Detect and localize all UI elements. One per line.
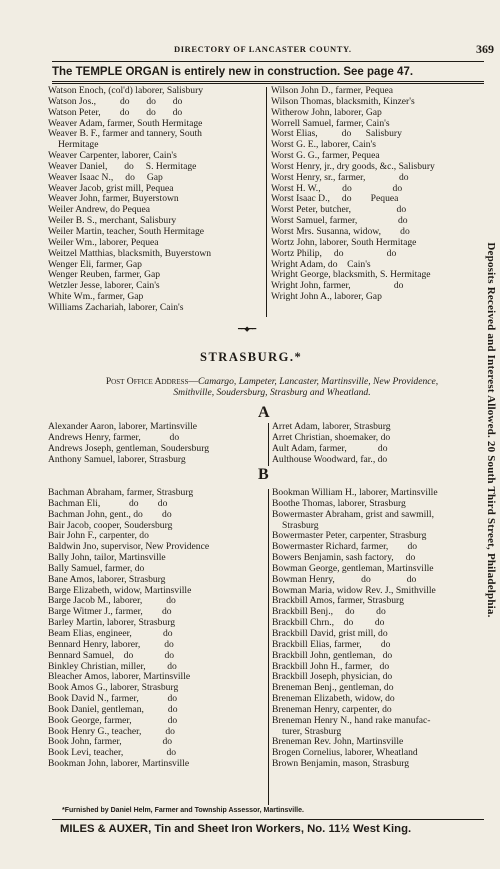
- directory-entry: Bowermaster Abraham, grist and sawmill,: [272, 508, 434, 520]
- directory-entry: Bennard Samuel, do do: [48, 649, 175, 661]
- directory-entry: Worst Mrs. Susanna, widow, do: [271, 225, 410, 237]
- directory-entry: Weiler Wm., laborer, Pequea: [48, 236, 159, 248]
- directory-entry: Andrews Henry, farmer, do: [48, 431, 180, 443]
- directory-entry: Bair John F., carpenter, do: [48, 530, 149, 542]
- directory-entry: Brackbill Elias, farmer, do: [272, 638, 391, 650]
- top-left-column: [48, 86, 211, 314]
- directory-entry: Bennard Henry, laborer, do: [48, 638, 174, 650]
- directory-entry: Worrell Samuel, farmer, Cain's: [271, 117, 390, 129]
- directory-entry: Wetzler Jesse, laborer, Cain's: [48, 280, 160, 292]
- letter-a-heading: A: [258, 404, 270, 421]
- directory-entry: Wenger Reuben, farmer, Gap: [48, 269, 161, 281]
- directory-entry: Watson Enoch, (col'd) laborer, Salisbury: [48, 85, 204, 96]
- directory-entry: Bowman Henry, do do: [272, 573, 417, 585]
- post-office-address: [62, 376, 482, 398]
- header-rule: [52, 61, 484, 62]
- directory-entry: Anthony Samuel, laborer, Strasburg: [48, 453, 186, 465]
- directory-entry: Baldwin Jno, supervisor, New Providence: [48, 541, 210, 553]
- directory-entry: Brackbill Joseph, physician, do: [272, 671, 393, 683]
- directory-entry: Binkley Christian, miller, do: [48, 660, 177, 672]
- directory-entry: Weiler Andrew, do Pequea: [48, 204, 150, 216]
- directory-entry: turer, Strasburg: [282, 725, 342, 737]
- directory-entry: Book David N., farmer, do: [48, 693, 178, 705]
- a-right-column: [272, 422, 391, 465]
- directory-entry: Bookman John, laborer, Martinsville: [48, 758, 190, 770]
- directory-entry: Strasburg: [282, 519, 319, 531]
- directory-entry: Wright George, blacksmith, S. Hermitage: [271, 269, 431, 281]
- directory-entry: Brackbill Chrn., do do: [272, 617, 385, 629]
- directory-entry: Weitzel Matthias, blacksmith, Buyerstown: [48, 247, 212, 259]
- directory-entry: Witherow John, laborer, Gap: [271, 106, 382, 118]
- b-left-column: [48, 488, 209, 770]
- sidebar-advertisement: [484, 60, 498, 820]
- footnote: *Furnished by Daniel Helm, Farmer and Township Assessor, Martinsville.: [62, 807, 304, 814]
- directory-entry: Wilson John D., farmer, Pequea: [271, 85, 394, 96]
- directory-entry: Breneman Rev. John, Martinsville: [272, 736, 404, 748]
- post-office-label: Post Office Address—: [105, 376, 198, 387]
- column-divider-a: [268, 423, 269, 466]
- directory-entry: Williams Zachariah, laborer, Cain's: [48, 301, 184, 313]
- directory-entry: Watson Peter, do do do: [48, 106, 183, 118]
- directory-entry: Breneman Elizabeth, widow, do: [272, 693, 395, 705]
- directory-entry: Bally John, tailor, Martinsville: [48, 552, 166, 564]
- letter-b-heading: B: [258, 466, 269, 483]
- directory-entry: Breneman Henry N., hand rake manufac-: [272, 714, 431, 726]
- directory-entry: Book Amos G., laborer, Strasburg: [48, 682, 179, 694]
- directory-entry: Breneman Benj., gentleman, do: [272, 682, 394, 694]
- directory-entry: Wright John, farmer, do: [271, 280, 404, 292]
- directory-entry: Beam Elias, engineer, do: [48, 627, 173, 639]
- miles-auxer-advertisement: MILES & AUXER, Tin and Sheet Iron Workers, No. 11½ West King.: [60, 823, 412, 835]
- directory-entry: Worst Henry, sr., farmer, do: [271, 171, 409, 183]
- directory-entry: Book Daniel, gentleman, do: [48, 703, 178, 715]
- directory-entry: Worst Samuel, farmer, do: [271, 215, 408, 227]
- directory-entry: Barge Witmer J., farmer, do: [48, 606, 172, 618]
- top-right-column: [271, 86, 435, 303]
- post-office-places-2: Smithville, Soudersburg, Strasburg and Wheatland.: [173, 387, 371, 398]
- ad-rule-top: [52, 81, 484, 82]
- directory-entry: Bachman Abraham, farmer, Strasburg: [48, 487, 194, 498]
- directory-entry: Wright John A., laborer, Gap: [271, 291, 382, 303]
- directory-entry: Bair Jacob, cooper, Soudersburg: [48, 519, 173, 531]
- directory-entry: Bowermaster Peter, carpenter, Strasburg: [272, 530, 427, 542]
- directory-entry: Brown Benjamin, mason, Strasburg: [272, 758, 410, 770]
- directory-entry: Ault Adam, farmer, do: [272, 442, 388, 454]
- directory-entry: Brackbill Benj., do do: [272, 606, 386, 618]
- directory-entry: Book George, farmer, do: [48, 714, 178, 726]
- directory-entry: Worst Isaac D., do Pequea: [271, 193, 399, 205]
- directory-entry: Weaver John, farmer, Buyerstown: [48, 193, 179, 205]
- directory-entry: Worst Henry, jr., dry goods, &c., Salisbury: [271, 160, 435, 172]
- section-title: STRASBURG.*: [200, 350, 303, 364]
- directory-entry: Wright Adam, do Cain's: [271, 258, 371, 270]
- directory-entry: Book Henry G., teacher, do: [48, 725, 175, 737]
- directory-entry: Watson Jos., do do do: [48, 95, 183, 107]
- directory-entry: Wenger Eli, farmer, Gap: [48, 258, 142, 270]
- directory-entry: Worst G. G., farmer, Pequea: [271, 150, 380, 162]
- directory-entry: Bleacher Amos, laborer, Martinsville: [48, 671, 191, 683]
- directory-entry: Bowermaster Richard, farmer, do: [272, 541, 418, 553]
- directory-entry: Worst Elias, do Salisbury: [271, 128, 402, 140]
- directory-entry: Arret Adam, laborer, Strasburg: [272, 421, 391, 432]
- directory-entry: Worst G. E., laborer, Cain's: [271, 139, 377, 151]
- ad-rule-bottom: [52, 83, 484, 84]
- directory-entry: Wortz John, laborer, South Hermitage: [271, 236, 417, 248]
- directory-entry: Bally Samuel, farmer, do: [48, 562, 145, 574]
- directory-entry: Boothe Thomas, laborer, Strasburg: [272, 497, 406, 509]
- directory-entry: Bowman George, gentleman, Martinsville: [272, 562, 434, 574]
- directory-entry: Weiler B. S., merchant, Salisbury: [48, 215, 177, 227]
- temple-organ-advertisement: The TEMPLE ORGAN is entirely new in construction. See page 47.: [52, 66, 414, 78]
- directory-entry: Andrews Joseph, gentleman, Soudersburg: [48, 442, 210, 454]
- directory-entry: Barge Jacob M., laborer, do: [48, 595, 176, 607]
- ornament-divider: ━━◆━━: [238, 325, 256, 333]
- directory-entry: Book John, farmer, do: [48, 736, 173, 748]
- directory-entry: Barge Elizabeth, widow, Martinsville: [48, 584, 192, 596]
- directory-entry: Worst H. W., do do: [271, 182, 403, 194]
- a-left-column: [48, 422, 209, 465]
- directory-entry: Brackbill John H., farmer, do: [272, 660, 390, 672]
- directory-entry: Bowman Maria, widow Rev. J., Smithville: [272, 584, 436, 596]
- directory-entry: Wilson Thomas, blacksmith, Kinzer's: [271, 95, 415, 107]
- page-number: 369: [476, 42, 494, 56]
- directory-entry: Bachman Eli, do do: [48, 497, 168, 509]
- directory-entry: Bachman John, gent., do do: [48, 508, 172, 520]
- directory-entry: Worst Peter, butcher, do: [271, 204, 407, 216]
- directory-title: DIRECTORY OF LANCASTER COUNTY.: [174, 44, 352, 54]
- directory-entry: Book Levi, teacher, do: [48, 747, 177, 759]
- directory-entry: Brackbill Amos, farmer, Strasburg: [272, 595, 404, 607]
- directory-entry: Breneman Henry, carpenter, do: [272, 703, 392, 715]
- directory-entry: Wortz Philip, do do: [271, 247, 397, 259]
- sidebar-text: Deposits Received and Interest Allowed. 20 South Third Street, Philadelphia.: [485, 242, 497, 618]
- directory-entry: Alexander Aaron, laborer, Martinsville: [48, 421, 198, 432]
- column-divider-top: [266, 87, 267, 317]
- directory-entry: Brackbill David, grist mill, do: [272, 627, 388, 639]
- directory-entry: Bowers Benjamin, sash factory, do: [272, 552, 416, 564]
- directory-entry: White Wm., farmer, Gap: [48, 291, 144, 303]
- directory-entry: Weaver B. F., farmer and tannery, South: [48, 128, 202, 140]
- running-header: [62, 44, 494, 58]
- directory-entry: Brogen Cornelius, laborer, Wheatland: [272, 747, 418, 759]
- directory-entry: Brackbill John, gentleman, do: [272, 649, 393, 661]
- directory-entry: Weaver Carpenter, laborer, Cain's: [48, 150, 177, 162]
- directory-entry: Arret Christian, shoemaker, do: [272, 431, 391, 443]
- directory-entry: Hermitage: [58, 139, 99, 151]
- directory-entry: Aulthouse Woodward, far., do: [272, 453, 388, 465]
- post-office-places-1: Camargo, Lampeter, Lancaster, Martinsville, New Providence,: [198, 376, 439, 387]
- directory-entry: Weaver Jacob, grist mill, Pequea: [48, 182, 174, 194]
- directory-entry: Bookman William H., laborer, Martinsville: [272, 487, 438, 498]
- directory-entry: Bane Amos, laborer, Strasburg: [48, 573, 166, 585]
- column-divider-b: [268, 489, 269, 805]
- directory-entry: Barley Martin, laborer, Strasburg: [48, 617, 176, 629]
- directory-entry: Weiler Martin, teacher, South Hermitage: [48, 225, 205, 237]
- directory-entry: Weaver Daniel, do S. Hermitage: [48, 160, 197, 172]
- directory-entry: Weaver Adam, farmer, South Hermitage: [48, 117, 203, 129]
- directory-entry: Weaver Isaac N., do Gap: [48, 171, 163, 183]
- footer-rule: [52, 819, 484, 820]
- b-right-column: [272, 488, 438, 770]
